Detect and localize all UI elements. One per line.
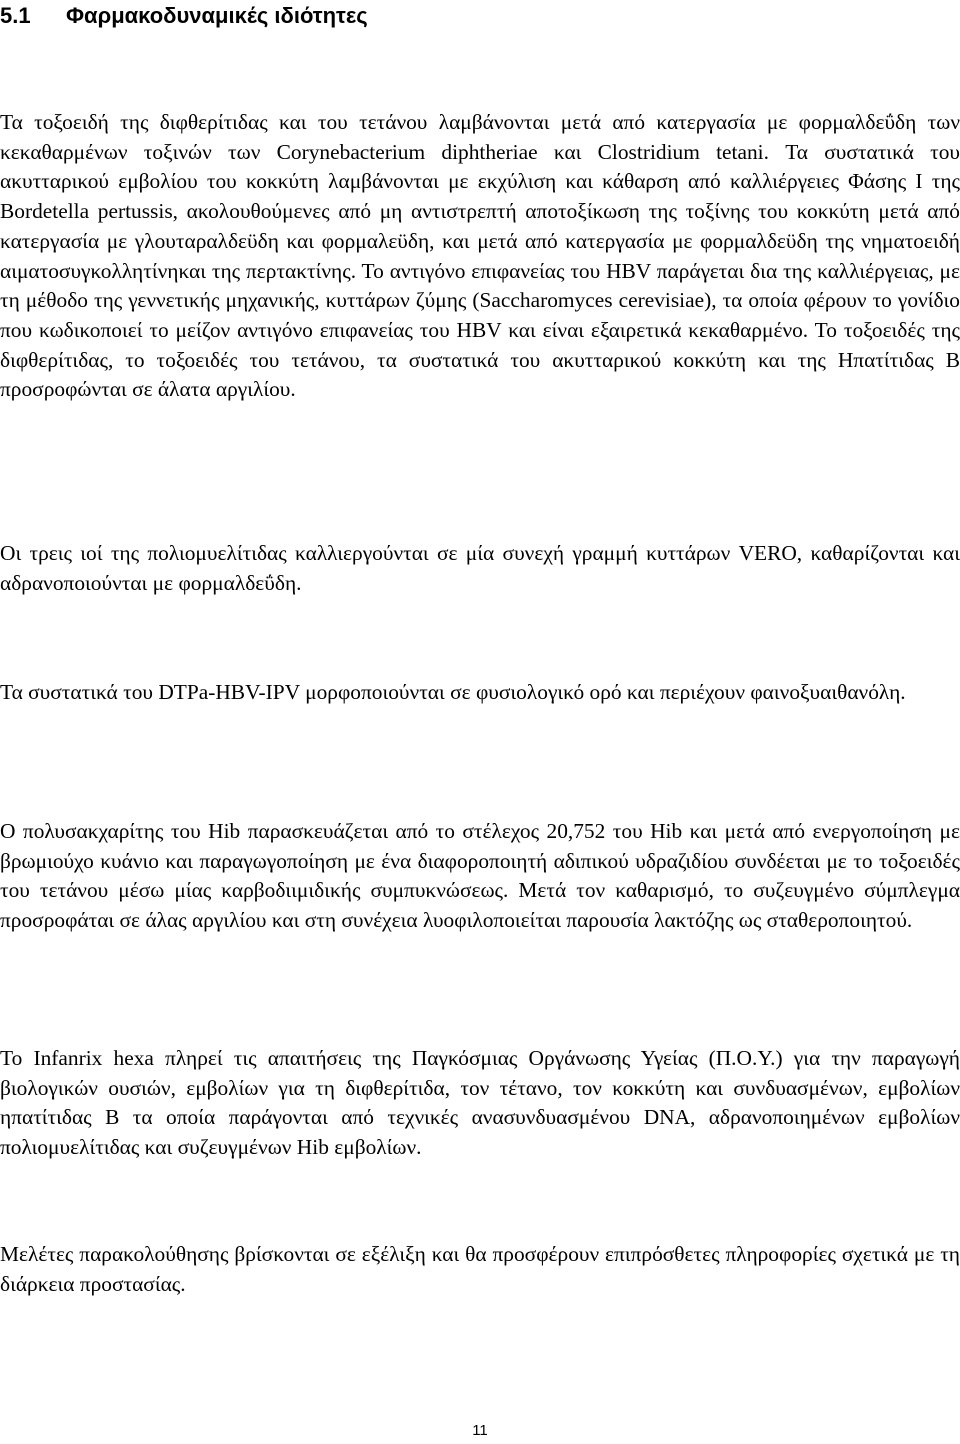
section-title: Φαρμακοδυναμικές ιδιότητες [66,3,368,28]
paragraph-formulation: Τα συστατικά του DTPa-HBV-IPV μορφοποιούνται σε φυσιολογικό ορό και περιέχουν φαινοξυαιθανόλη. [0,680,906,704]
paragraph-polio-viruses: Οι τρεις ιοί της πολιομυελίτιδας καλλιεργούνται σε μία συνεχή γραμμή κυττάρων VERO, καθαρίζονται και αδρανοποιούνται με φορμαλδεΰδη. [0,541,960,595]
section-number: 5.1 [0,3,31,28]
section-heading [0,2,960,30]
paragraph-manufacturing-dtpa-hbv: Τα τοξοειδή της διφθερίτιδας και του τετάνου λαμβάνονται μετά από κατεργασία με φορμαλδεΰδη των κεκαθαρμένων τοξινών των Corynebacterium diphtheriae και Clostridium tetani. Τα συστατικά του ακυτταρικού εμβολίου του κοκκύτη λαμβάνονται με εκχύλιση και κάθαρση από καλλιέργειες Φάσης Ι της Bordetella pertussis, ακολουθούμενες από μη αντιστρεπτή αποτοξίκωση της τοξίνης του κοκκύτη μετά από κατεργασία με γλουταραλδεϋδη και φορμαλεϋδη, και μετά από κατεργασία με φορμαλδεϋδη της νηματοειδή αιματοσυγκολλητίνηκαι της περτακτίνης. Το αντιγόνο επιφανείας του HBV παράγεται δια της καλλιέργειας, με τη μέθοδο της γεννετικής μηχανικής, κυττάρων ζύμης (Saccharomyces cerevisiae), τα οποία φέρουν το γονίδιο που κωδικοποιεί το μείζον αντιγόνο επιφανείας του HBV και είναι εξαιρετικά κεκαθαρμένο. Το τοξοειδές της διφθερίτιδας, το τοξοειδές του τετάνου, τα συστατικά του ακυτταρικού κοκκύτη και της Ηπατίτιδας Β προσροφώνται σε άλατα αργιλίου. [0,110,960,402]
paragraph-hib-polysaccharide: Ο πολυσακχαρίτης του Hib παρασκευάζεται από το στέλεχος 20,752 του Hib και μετά από ενεργοποίηση με βρωμιούχο κυάνιο και παραγωγοποίηση με ένα διαφοροποιητή αδιπικού υδραζιδίου συνδέεται με το τοξοειδές του τετάνου μέσω μίας καρβοδιιμιδικής συμπυκνώσεως. Μετά τον καθαρισμό, το συζευγμένο σύμπλεγμα προσροφάται σε άλας αργιλίου και στη συνέχεια λυοφιλοποιείται παρουσία λακτόζης ως σταθεροποιητού. [0,819,960,933]
paragraph-who-requirements: Το Infanrix hexa πληρεί τις απαιτήσεις της Παγκόσμιας Οργάνωσης Υγείας (Π.Ο.Υ.) για την παραγωγή βιολογικών ουσιών, εμβολίων για τη διφθερίτιδα, τον τέτανο, τον κοκκύτη και συνδυασμένων, εμβολίων ηπατίτιδας Β τα οποία παράγονται από τεχνικές ανασυνδυασμένου DNA, αδρανοποιημένων εμβολίων πολιομυελίτιδας και συζευγμένων Hib εμβολίων. [0,1046,960,1160]
page-number: 11 [472,1422,488,1439]
paragraph-follow-up-studies: Μελέτες παρακολούθησης βρίσκονται σε εξέλιξη και θα προσφέρουν επιπρόσθετες πληροφορίες σχετικά με τη διάρκεια προστασίας. [0,1242,960,1296]
